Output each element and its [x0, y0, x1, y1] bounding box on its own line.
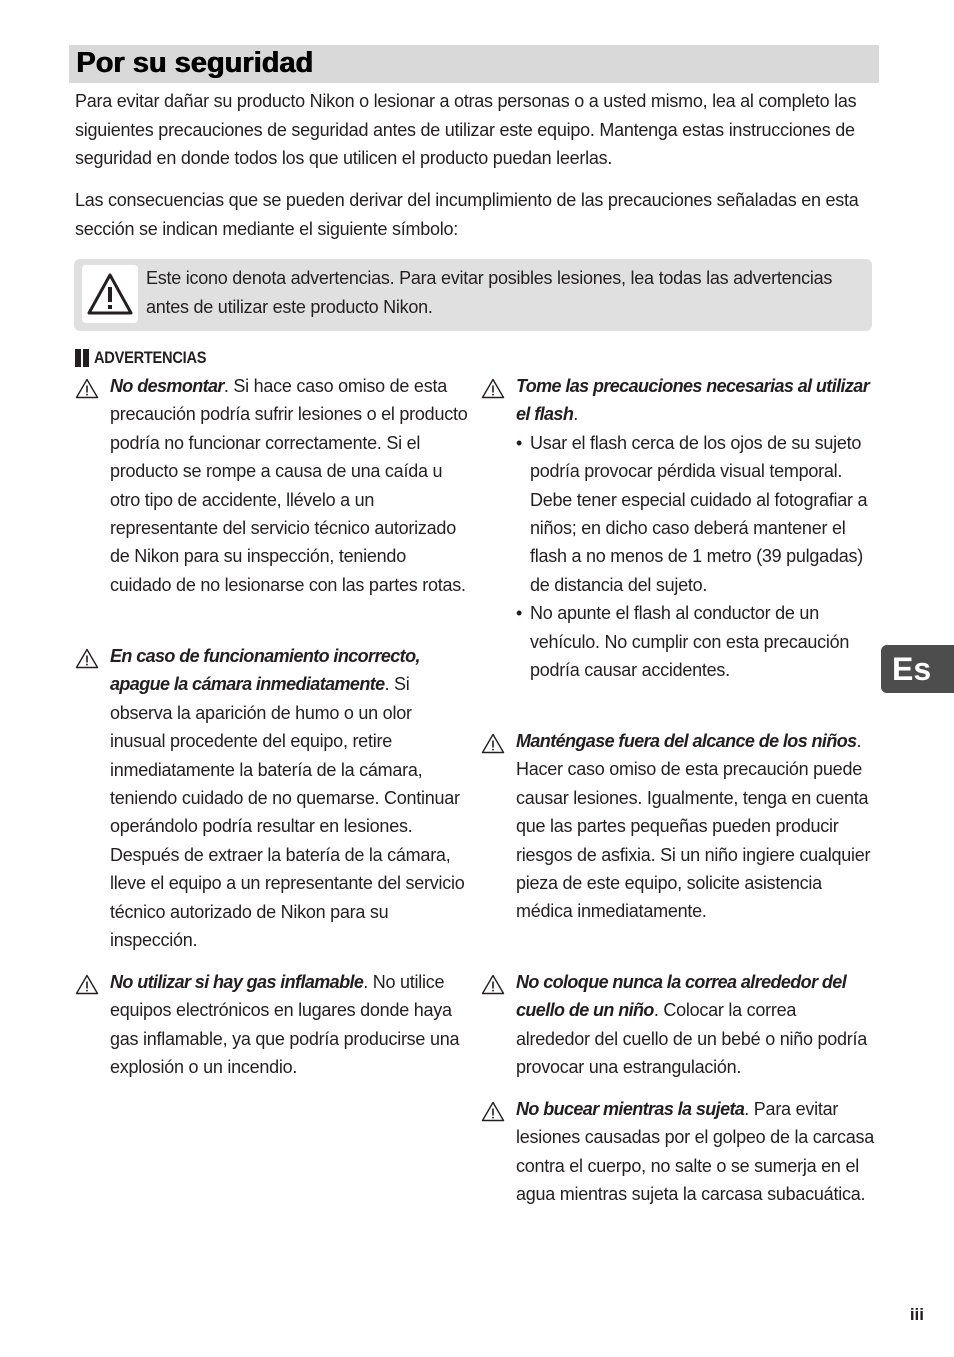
warning-text: . No utilice equipos electrónicos en lugares donde haya gas inflamable, ya que podría producirse una explosión o un incendio. — [110, 972, 460, 1078]
notice-text: Este icono denota advertencias. Para evitar posibles lesiones, lea todas las advertencias antes de utilizar este producto Nikon. — [146, 268, 833, 317]
intro-paragraph-2: Las consecuencias que se pueden derivar del incumplimiento de las precauciones señaladas en esta sección se indican mediante el siguiente símbolo: — [75, 190, 859, 239]
warning-text: . Para evitar lesiones causadas por el golpeo de la carcasa contra el cuerpo, no salte o se sumerja en el agua mientras sujeta la carcasa subacuática. — [516, 1099, 874, 1205]
warning-body — [110, 642, 468, 954]
warning-title: En caso de funcionamiento incorrecto, apague la cámara inmediatamente — [110, 646, 420, 695]
language-tab-label: Es — [892, 651, 932, 687]
warning-title: No coloque nunca la correa alrededor del cuello de un niño — [516, 972, 847, 1021]
warning-body — [110, 968, 468, 1082]
warning-text: . Colocar la correa alrededor del cuello de un bebé o niño podría provocar una estrangulación. — [516, 1000, 868, 1078]
list-item: • No apunte el flash al conductor de un vehículo. No cumplir con esta precaución podría causar accidentes. — [516, 599, 874, 684]
warning-icon — [481, 733, 505, 754]
section-header — [75, 345, 225, 371]
page-number: iii — [909, 1305, 924, 1324]
warning-icon — [481, 378, 505, 399]
warning-icon — [481, 1101, 505, 1122]
warning-title: Manténgase fuera del alcance de los niños — [516, 731, 857, 751]
warning-text: . Hacer caso omiso de esta precaución puede causar lesiones. Igualmente, tenga en cuenta que las partes pequeñas pueden producir riesgos de asfixia. Si un niño ingiere cualquier pieza de este equipo, solicite asistencia médica inmediatamente. — [516, 731, 871, 922]
warning-icon — [75, 378, 99, 399]
list-item: • Usar el flash cerca de los ojos de su sujeto podría provocar pérdida visual temporal. Debe tener especial cuidado al fotografiar a niños; en dicho caso deberá mantener el flash a no menos de 1 metro (39 pulgadas) de distancia del sujeto. — [516, 429, 874, 599]
section-title: ADVERTENCIAS — [94, 348, 207, 367]
warning-body — [516, 372, 874, 684]
warning-icon-box — [82, 265, 138, 323]
warning-body — [516, 968, 874, 1082]
warning-text: . Si hace caso omiso de esta precaución podría sufrir lesiones o el producto podría no funcionar correctamente. Si el producto se rompe a causa de una caída u otro tipo de accidente, llévelo a un representante del servicio técnico autorizado de Nikon para su inspección, teniendo cuidado de no lesionarse con las partes rotas. — [110, 376, 468, 595]
warning-triangle-icon — [87, 272, 133, 316]
warning-body — [516, 727, 874, 926]
language-tab[interactable] — [881, 645, 954, 693]
warning-title: Tome las precauciones necesarias al utilizar el flash — [516, 376, 870, 425]
warning-icon — [75, 974, 99, 995]
warning-text: . — [573, 404, 578, 425]
page-title: Por su seguridad — [76, 47, 313, 79]
section-marker — [75, 349, 89, 367]
warning-text: . Si observa la aparición de humo o un olor inusual procedente del equipo, retire inmediatamente la batería de la cámara, teniendo cuidado de no quemarse. Continuar operándolo podría resultar en lesiones. Después de extraer la batería de la cámara, lleve el equipo a un representante del servicio técnico autorizado de Nikon para su inspección. — [110, 674, 465, 951]
warning-title: No desmontar — [110, 376, 224, 396]
warning-notice-box — [74, 259, 872, 331]
intro-paragraph-1: Para evitar dañar su producto Nikon o lesionar a otras personas o a usted mismo, lea al completo las siguientes precauciones de seguridad antes de utilizar este equipo. Mantenga estas instrucciones de seguridad en donde todos los que utilicen el producto puedan leerlas. — [75, 91, 857, 168]
warning-title: No bucear mientras la sujeta — [516, 1099, 745, 1119]
warning-body — [110, 372, 468, 599]
warning-title: No utilizar si hay gas inflamable — [110, 972, 364, 992]
bullet-list — [516, 429, 874, 685]
warning-icon — [75, 648, 99, 669]
warning-icon — [481, 974, 505, 995]
warning-body — [516, 1095, 874, 1209]
